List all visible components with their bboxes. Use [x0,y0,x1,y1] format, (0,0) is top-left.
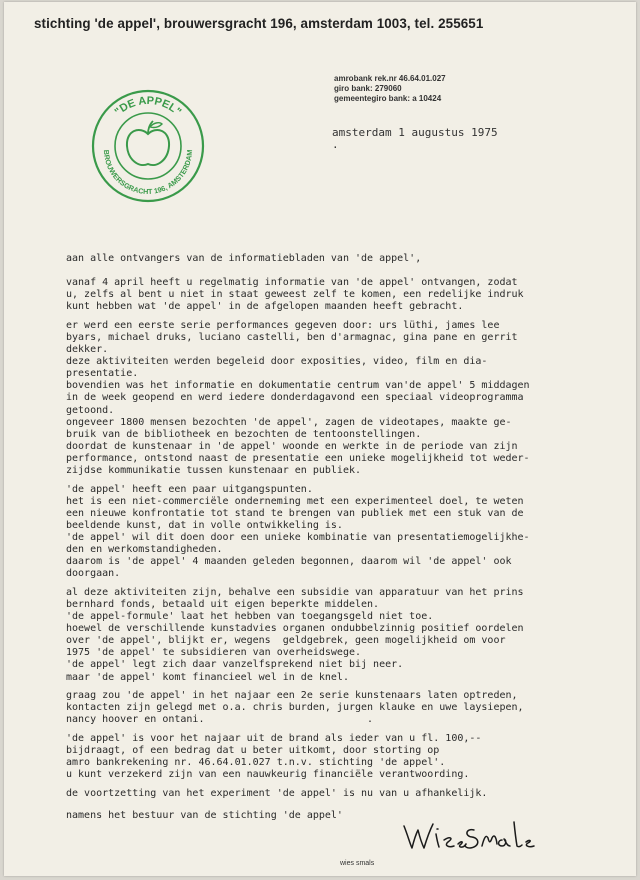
text-line: over 'de appel', blijkt er, wegens geldgebrek, geen mogelijkheid om voor [66,635,506,647]
paragraph [66,277,626,313]
signature-icon [400,818,540,852]
text-line: al deze aktiviteiten zijn, behalve een subsidie van apparatuur van het prins [66,586,524,598]
text-line: de voortzetting van het experiment 'de appel' is nu van u afhankelijk. [66,787,488,799]
text-line: dekker. [66,344,109,356]
text-line: 'de appel-formule' laat het hebben van toegangsgeld niet toe. [66,611,434,623]
text-line: daarom is 'de appel' 4 maanden geleden begonnen, daarom wil 'de appel' ook [66,556,512,568]
bank-details [334,74,446,104]
text-line: bernhard fonds, betaald uit eigen beperkte middelen. [66,598,380,610]
text-line: presentatie. [66,368,139,380]
text-line: maar 'de appel' komt financieel wel in de knel. [66,671,349,683]
date-mark: . [332,138,339,151]
paragraph [66,587,626,684]
text-line: doorgaan. [66,568,121,580]
text-line: amro bankrekening nr. 46.64.01.027 t.n.v. stichting 'de appel'. [66,757,446,769]
text-line: 'de appel' wil dit doen door een unieke kombinatie van presentatiemogelijkhe- [66,531,530,543]
text-line: hoewel de verschillende kunstadvies organen ondubbelzinnig positief oordelen [66,623,524,635]
svg-text:"DE APPEL" [113,95,184,118]
text-line: beeldende kunst, dat in volle ontwikkeling is. [66,519,343,531]
svg-text:BROUWERSGRACHT 196, AMSTERDAM [102,149,194,196]
paragraph [66,690,626,726]
text-line: ongeveer 1800 mensen bezochten 'de appel', zagen de videotapes, maakte ge- [66,416,512,428]
text-line: kunt hebben wat 'de appel' in de afgelopen maanden heeft gebracht. [66,301,464,313]
de-appel-stamp-icon [90,88,206,204]
paragraph [66,810,626,822]
text-line: vanaf 4 april heeft u regelmatig informatie van 'de appel' ontvangen, zodat [66,277,518,289]
text-line: namens het bestuur van de stichting 'de appel' [66,809,343,821]
text-line: graag zou 'de appel' in het najaar een 2e serie kunstenaars laten optreden, [66,690,518,702]
text-line: 'de appel' legt zich daar vanzelfsprekend niet bij neer. [66,659,404,671]
paragraph [66,484,626,581]
text-line: u, zelfs al bent u niet in staat geweest zelf te komen, een redelijke indruk [66,289,524,301]
text-line: zijdse kommunikatie tussen kunstenaar en publiek. [66,465,362,476]
text-line: kontacten zijn gelegd met o.a. chris burden, jurgen klauke en uwe laysiepen, [66,702,524,714]
text-line: performance, ontstond naast de presentatie een unieke mogelijkheid tot weder- [66,452,530,464]
letter-page [4,2,636,876]
paragraphs [66,277,626,822]
letter-date: amsterdam 1 augustus 1975 [332,126,498,139]
municipal-giro-account: gemeentegiro bank: a 10424 [334,94,442,103]
letterhead: stichting 'de appel', brouwersgracht 196, amsterdam 1003, tel. 255651 [34,16,484,31]
text-line: den en werkomstandigheden. [66,544,223,556]
text-line: deze aktiviteiten werden begeleid door exposities, video, film en dia- [66,356,488,368]
text-line: in de week geopend en werd iedere donderdagavond een speciaal videoprogramma [66,392,524,404]
text-line: 'de appel' is voor het najaar uit de brand als ieder van u fl. 100,-- [66,732,482,744]
paragraph [66,733,626,781]
text-line: 'de appel' heeft een paar uitgangspunten. [66,483,313,495]
stamp-bottom-text: BROUWERSGRACHT 196, AMSTERDAM [101,149,195,197]
letter-body [66,253,626,828]
giro-account: giro bank: 279060 [334,84,402,93]
text-line: bruik van de bibliotheek en bezochten de tentoonstellingen. [66,428,422,440]
text-line: getoond. [66,404,115,416]
paragraph [66,320,626,477]
text-line: 1975 'de appel' te subsidieren van overheidswege. [66,647,362,659]
text-line: een nieuwe konfrontatie tot stand te brengen van publiek met een stuk van de [66,507,524,519]
text-line: byars, michael druks, luciano castelli, ben d'armagnac, gina pane en gerrit [66,331,518,343]
text-line: het is een niet-commerciële onderneming met een experimenteel doel, te weten [66,495,524,507]
text-line: nancy hoover en ontani. . [66,714,374,726]
text-line: doordat de kunstenaar in 'de appel' woonde en werkte in de periode van zijn [66,440,518,452]
text-line: u kunt verzekerd zijn van een nauwkeurig financiële verantwoording. [66,769,470,781]
paragraph [66,788,626,800]
text-line: bovendien was het informatie en dokumentatie centrum van'de appel' 5 middagen [66,380,530,392]
signatory-name: wies smals [340,860,375,867]
stamp-top-text: "DE APPEL" [112,94,184,119]
text-line: bijdraagt, of een bedrag dat u beter uitkomt, door storting op [66,744,440,756]
salutation: aan alle ontvangers van de informatiebladen van 'de appel', [66,253,422,264]
text-line: er werd een eerste serie performances gegeven door: urs lüthi, james lee [66,319,500,331]
bank-account: amrobank rek.nr 46.64.01.027 [334,74,446,83]
